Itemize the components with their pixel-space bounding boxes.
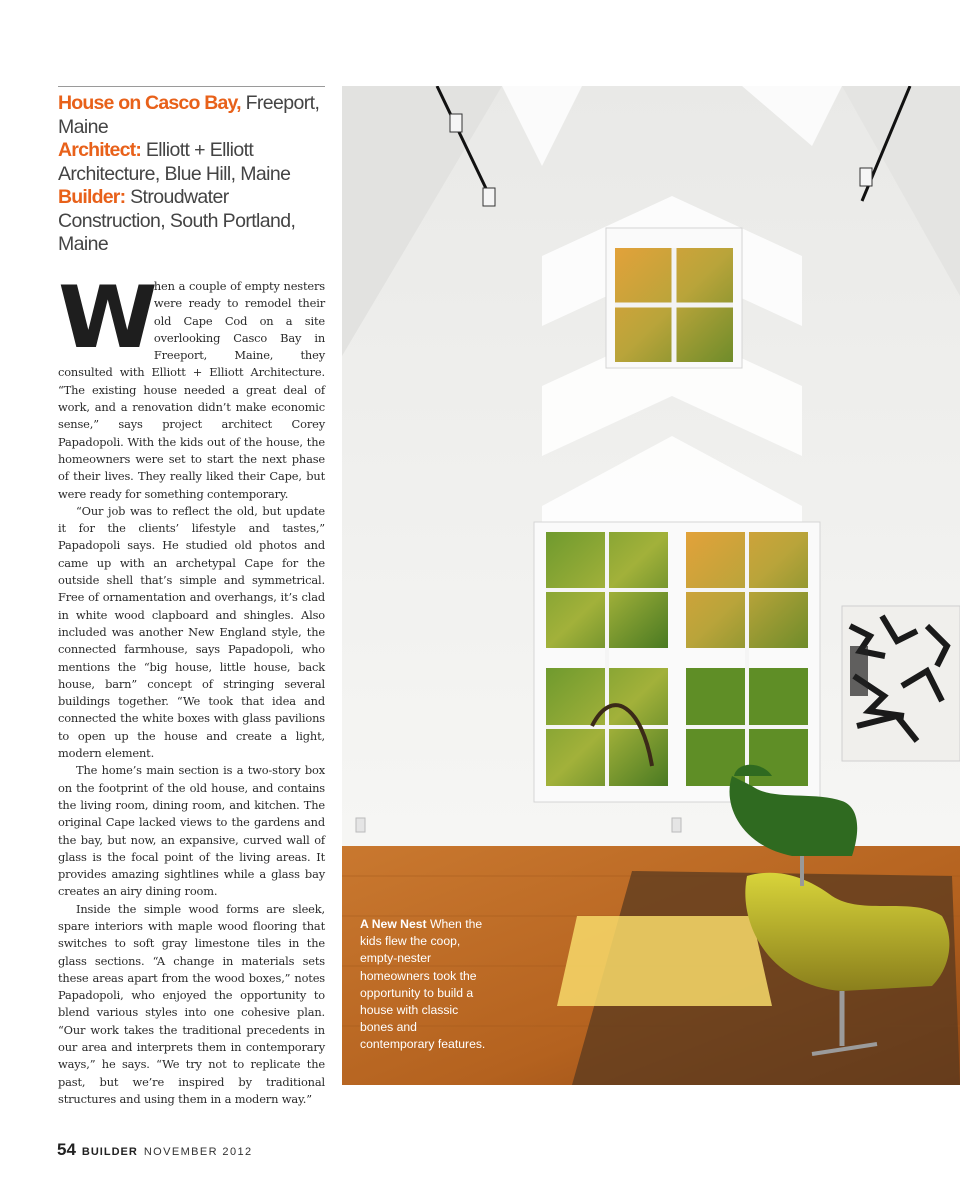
builder-label: Builder:: [58, 186, 126, 208]
issue-date: NOVEMBER 2012: [143, 1146, 253, 1158]
page-footer: [57, 1140, 253, 1160]
builder-value: Stroudwater Construction, South Portland, Maine: [58, 186, 296, 255]
architect-label: Architect:: [58, 139, 142, 161]
caption-title: A New Nest: [360, 917, 427, 931]
architect-value: Elliott + Elliott Architecture, Blue Hill, Maine: [58, 139, 291, 185]
paragraph-text: hen a couple of empty nesters were ready to remodel their old Cape Cod on a site overlooking Casco Bay in Freeport, Maine, they consulted with Elliott + Elliott Architecture. “The existing house needed a great deal of work, and a renovation didn’t make economic sense,” says project architect Corey Papadopoli. With the kids out of the house, the homeowners were set to start the next phase of their lives. They really liked their Cape, but were ready for something contemporary.: [58, 279, 325, 501]
header-rule: [58, 86, 325, 87]
article-paragraph-1: [58, 268, 325, 503]
article-paragraph-2: “Our job was to reflect the old, but update it for the clients’ lifestyle and tastes,” Papadopoli says. He studied old photos and came up with an archetypal Cape for the outside shell that’s simple and symmetrical. Free of ornamentation and overhangs, it’s clad in white wood clapboard and shingles. Also included was another New England style, the connected farmhouse, says Papadopoli, who mentions the “big house, little house, back house, barn” concept of stringing several buildings together. “We took that idea and connected the white boxes with glass pavilions to open up the house and create a light, modern element.: [58, 503, 325, 761]
drop-cap: W: [58, 268, 153, 368]
article-paragraph-3: The home’s main section is a two-story box on the footprint of the old house, and contains the living room, dining room, and kitchen. The original Cape lacked views to the gardens and the bay, but now, an expansive, curved wall of glass is the focal point of the living areas. It provides amazing sightlines while a glass bay creates an airy dining room.: [58, 763, 325, 899]
article-body: [58, 268, 325, 1108]
project-credits: [58, 92, 328, 257]
project-location: Freeport, Maine: [58, 92, 320, 138]
project-name: House on Casco Bay,: [58, 92, 241, 114]
caption-text: When the kids flew the coop, empty-nester homeowners took the opportunity to build a house with classic bones and contemporary features.: [360, 917, 486, 1052]
page-number: 54: [57, 1140, 76, 1159]
photo-caption: [360, 916, 488, 1054]
magazine-name: BUILDER: [81, 1146, 138, 1158]
article-paragraph-4: Inside the simple wood forms are sleek, spare interiors with maple wood flooring that switches to soft gray limestone tiles in the glass sections. “A change in materials sets these areas apart from the wood boxes,” notes Papadopoli, who enjoyed the opportunity to blend various styles into one cohesive plan. “Our work takes the traditional precedents in our area and interprets them in contemporary ways,” he says. “We try not to replicate the past, but we’re inspired by traditional structures and using them in a modern way.”: [58, 901, 325, 1106]
